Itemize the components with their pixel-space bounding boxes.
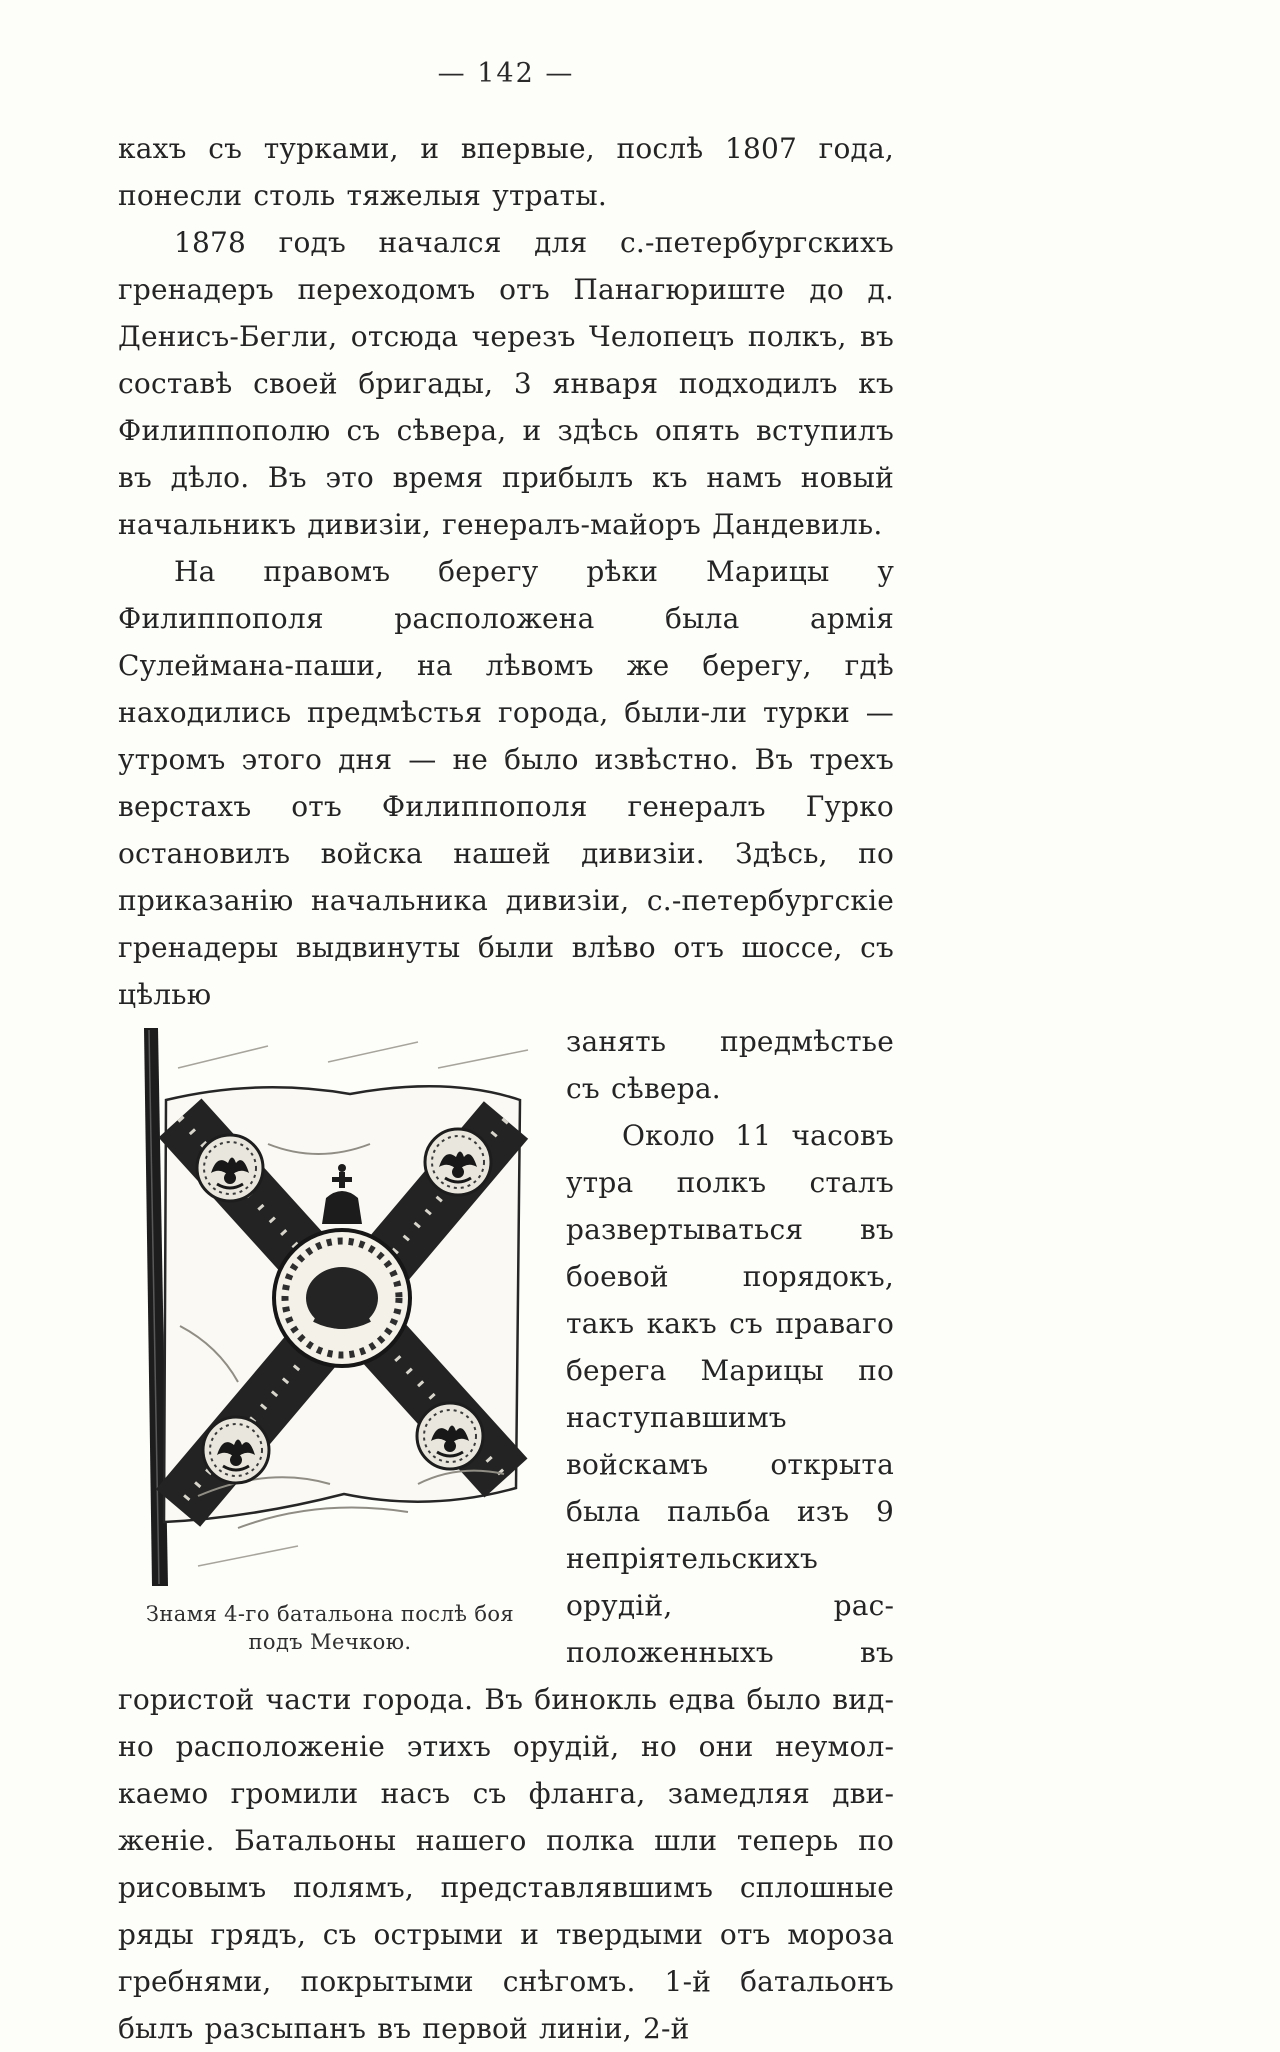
- paragraph-battle: Около 11 часовъ утра полкъ сталъ развертываться въ боевой порядокъ, такъ какъ съ праваго берега Марицы по наступавшимъ войскамъ открыта была пальба изъ 9 непріятельскихъ орудій, расположенныхъ въ гористой части города. Въ бинокль едва было видно расположеніе этихъ орудій, но они неумолкаемо громили насъ съ фланга, замедляя движеніе. Батальоны нашего полка шли теперь по рисовымъ полямъ, представлявшимъ сплошные ряды грядъ, съ острыми и твердыми отъ мороза гребнями, покрытыми снѣгомъ. 1-й батальонъ былъ разсыпанъ въ первой линіи, 2-й: [118, 1119, 894, 2045]
- eagle-medallion-top-left: [197, 1135, 263, 1201]
- paragraph-maritsa: На правомъ берегу рѣки Марицы у Филиппополя расположена была армія Сулеймана-паши, на лѣвомъ же берегу, гдѣ находились предмѣстья города, были-ли турки — утромъ этого дня — не было извѣстно. Въ трехъ верстахъ отъ Филиппополя генералъ Гурко остановилъ войска нашей дивизіи. Здѣсь, по приказанію начальника дивизіи, с.-петербургскіе гренадеры выдвинуты были влѣво отъ шоссе, съ цѣлью: [118, 555, 894, 1011]
- flag-illustration: [118, 1026, 542, 1656]
- eagle-medallion-bottom-left: [203, 1417, 269, 1483]
- paragraph-1878: 1878 годъ начался для с.-петербургскихъ гренадеръ переходомъ отъ Панагюриште до д. Денисъ-Бегли, отсюда черезъ Челопецъ полкъ, въ составѣ своей бригады, 3 января подходилъ къ Филиппополю съ сѣвера, и здѣсь опять вступилъ въ дѣло. Въ это время прибылъ къ намъ новый начальникъ дивизіи, генералъ-майоръ Дандевиль.: [118, 226, 894, 541]
- flag-image: [118, 1026, 542, 1588]
- page-number: — 142 —: [437, 58, 575, 89]
- eagle-medallion-top-right: [425, 1129, 491, 1195]
- paragraph-maritsa-continued: занять предмѣстье съ сѣвера.: [566, 1025, 894, 1105]
- eagle-medallion-bottom-right: [417, 1403, 483, 1469]
- figure-caption: Знамя 4-го батальона послѣ боя подъ Мечкою.: [145, 1602, 515, 1654]
- center-medallion: [274, 1230, 410, 1366]
- paragraph-continuation: кахъ съ турками, и впервые, послѣ 1807 года, понесли столь тяжелыя утраты.: [118, 132, 894, 212]
